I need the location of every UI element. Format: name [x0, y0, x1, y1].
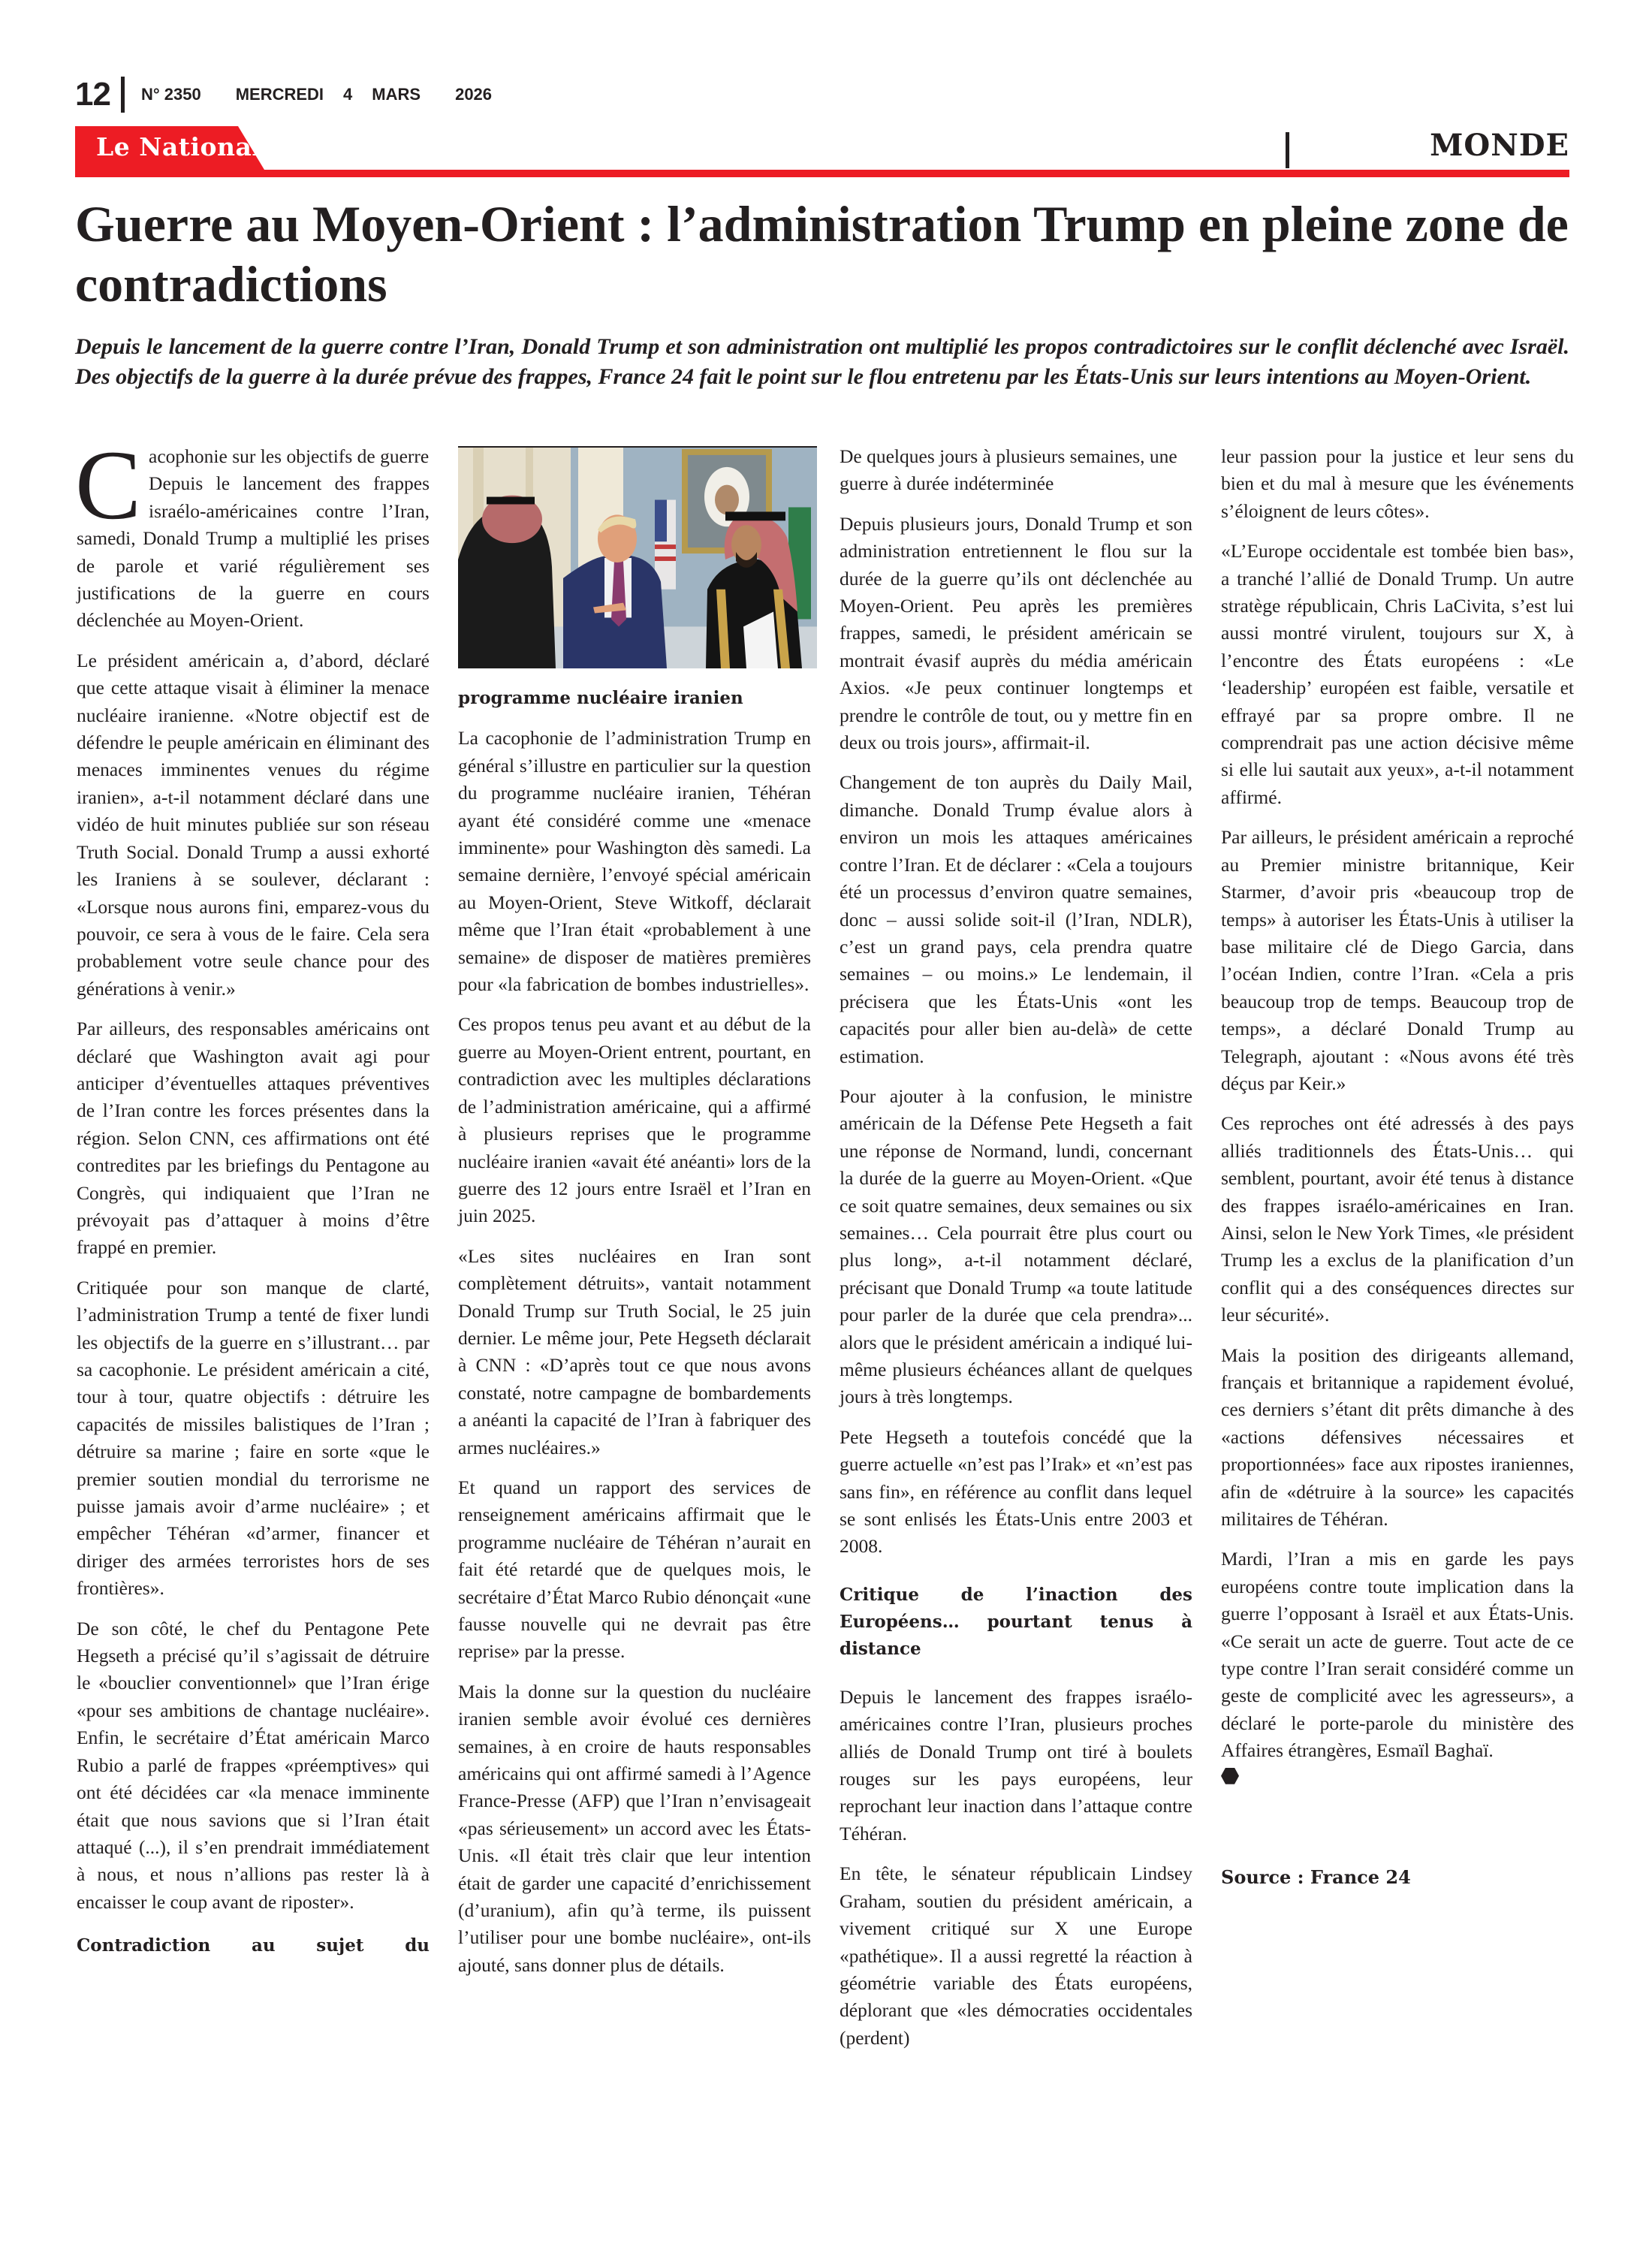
paragraph: Critiquée pour son manque de clarté, l’administration Trump a tenté de fixer lundi les objectifs de la guerre en s’illustrant… par sa cacophonie. Le président américain a cité, tour à tour, quatre objectifs : détruire les capacités de missiles balistiques de l’Iran ; détruire sa marine ; faire en sorte «que le premier soutien mondial du terrorisme ne puisse jamais avoir d’arme nucléaire» ; et empêcher Téhéran «d’armer, financer et diriger des armées terroristes hors de ses frontières». [77, 1276, 430, 1600]
paragraph: Mardi, l’Iran a mis en garde les pays européens contre toute implication dans la guerre l’opposant à Israël et aux États-Unis. «Ce serait un acte de guerre. Tout acte de ce type contre l’Iran serait considéré comme un geste de complicité avec les agresseurs», a déclaré le porte-parole du ministère des Affaires étrangères, Esmaïl Baghaï. [1221, 1548, 1574, 1762]
article-column-4 [1221, 443, 1574, 1905]
red-rule [75, 170, 1569, 177]
page-number: 12 [75, 76, 110, 113]
issue-weekday: MERCREDI [235, 85, 324, 104]
paragraph: Par ailleurs, des responsables américains ont déclaré que Washington avait agi pour anticiper d’éventuelles attaques préventives de l’Iran contre les forces présentes dans la région. Selon CNN, ces affirmations ont été contredites par les briefings du Pentagone au Congrès, qui indiquaient que l’Iran ne prévoyait pas d’attaquer à moins d’être frappé en premier. [77, 1018, 430, 1259]
paragraph: Ces propos tenus peu avant et au début de la guerre au Moyen-Orient entrent, pourtant, en contradiction avec les multiples déclarations de l’administration américaine, qui a affirmé à plusieurs reprises que le programme nucléaire iranien «avait été anéanti» lors de la guerre des 12 jours entre Israël et l’Iran en juin 2025. [458, 1013, 811, 1227]
issue-number: N° 2350 [140, 85, 201, 104]
section-name: MONDE [1430, 128, 1569, 163]
paragraph: Mais la position des dirigeants allemand, français et britannique a rapidement évolué, ces derniers s’étant dit prêts dimanche à des «actions défensives nécessaires et proportionnées» face aux ripostes iraniennes, afin de «détruire à la source» les capacités militaires de Téhéran. [1221, 1344, 1574, 1531]
section-divider [1286, 132, 1289, 168]
paragraph: Depuis le lancement des frappes israélo-américaines contre l’Iran, samedi, Donald Trump a multiplié les prises de parole et varié régulièrement ses justifications de la guerre en cours déclenchée au Moyen-Orient. [77, 472, 430, 632]
publication-name: Le National [96, 132, 262, 161]
issue-year: 2026 [455, 85, 493, 104]
paragraph: En tête, le sénateur républicain Lindsey Graham, soutien du président américain, a vivement critiqué sur X une Europe «pathétique». Il a aussi regretté la réaction à géométrie variable des États européens, déplorant que «les démocraties occidentales (perdent) [840, 1862, 1192, 2049]
section-band [75, 126, 1569, 177]
page-number-divider [121, 77, 125, 113]
article-source: Source : France 24 [1221, 1866, 1411, 1889]
paragraph: Le président américain a, d’abord, déclaré que cette attaque visait à éliminer la menace nucléaire iranienne. «Notre objectif est de défendre le peuple américain en éliminant des menaces imminentes venues du régime iranien», a-t-il notamment déclaré dans une vidéo de huit minutes publiée sur son réseau Truth Social. Donald Trump a aussi exhorté les Iraniens à se soulever, déclarant : «Lorsque nous aurons fini, emparez-vous du pouvoir, ce sera à vous de le faire. Cela sera probablement votre seule chance pour des générations à venir.» [77, 649, 430, 1000]
paragraph: Par ailleurs, le président américain a reproché au Premier ministre britannique, Keir Starmer, d’avoir pris «beaucoup trop de temps» à autoriser les États-Unis à utiliser la base militaire clé de Diego Garcia, dans l’océan Indien, contre l’Iran. «Cela a pris beaucoup trop de temps. Beaucoup trop de temps», a déclaré Donald Trump au Telegraph, ajoutant : «Nous avons été très déçus par Keir.» [1221, 826, 1574, 1094]
paragraph: Ces reproches ont été adressés à des pays alliés traditionnels des États-Unis… qui semblent, pourtant, avoir été tenus à distance des frappes israélo-américaines en Iran. Ainsi, selon le New York Times, «le président Trump les a exclus de la planification d’un conflit qui a des conséquences directes sur leur sécurité». [1221, 1112, 1574, 1326]
article-column-1 [75, 430, 430, 1972]
paragraph: Pour ajouter à la confusion, le ministre américain de la Défense Pete Hegseth a fait une réponse de Normand, lundi, concernant la durée de la guerre au Moyen-Orient. «Que ce soit quatre semaines, deux semaines ou six semaines… Cela pourrait être plus court ou plus long», a-t-il notamment déclaré, précisant que Donald Trump «a toute latitude pour parler de la durée que cela prendra»... alors que le président américain a indiqué lui-même plusieurs échéances allant de quelques jours à très longtemps. [840, 1084, 1192, 1408]
paragraph: Et quand un rapport des services de renseignement américains affirmait que le programme nucléaire de Téhéran n’aurait en fait été retardé que de quelques mois, le secrétaire d’État Marco Rubio dénonçait «une fausse nouvelle qui ne devrait pas être reprise» par la presse. [458, 1476, 811, 1663]
paragraph: La cacophonie de l’administration Trump en général s’illustre en particulier sur la question du programme nucléaire iranien, Téhéran ayant été considéré comme une «menace imminente» pour Washington dès samedi. La semaine dernière, l’envoyé spécial américain au Moyen-Orient, Steve Witkoff, déclarait même que l’Iran était «probablement à une semaine» de disposer de matières premières pour «la fabrication de bombes industrielles». [458, 727, 811, 996]
issue-meta [141, 85, 492, 104]
intro-heading: acophonie sur les objectifs de guerre [149, 445, 430, 467]
paragraph: «Les sites nucléaires en Iran sont complètement détruits», vantait notamment Donald Trump sur Truth Social, le 25 juin dernier. Le même jour, Pete Hegseth déclarait à CNN : «D’après tout ce que nous avons constaté, notre campagne de bombardements a anéanti la capacité de l’Iran à fabriquer des armes nucléaires.» [458, 1244, 811, 1458]
intro-block [75, 430, 430, 635]
drop-cap: C [75, 430, 142, 540]
paragraph: leur passion pour la justice et leur sens du bien et du mal à mesure que les événements s’éloignent de leurs côtes». [1221, 445, 1574, 522]
subhead-europeens: Critique de l’inaction des Européens… pourtant tenus à distance [840, 1584, 1192, 1659]
issue-month: MARS [372, 85, 421, 104]
paragraph: Depuis plusieurs jours, Donald Trump et son administration entretiennent le flou sur la durée de la guerre qu’ils ont déclenchée au Moyen-Orient. Peu après les premières frappes, samedi, le président américain se montrait évasif auprès du média américain Axios. «Je peux continuer longtemps et prendre le contrôle de tout, ou y mettre fin en deux ou trois jours», affirmait-il. [840, 512, 1192, 754]
paragraph: Changement de ton auprès du Daily Mail, dimanche. Donald Trump évalue alors à environ un mois les attaques américaines contre l’Iran. Et de déclarer : «Cela a toujours été un processus d’environ quatre semaines, donc – aussi solide soit-il (l’Iran, NDLR), c’est un grand pays, cela prendra quatre semaines – ou moins.» Le lendemain, il précisera que les États-Unis «ont les capacités pour aller bien au-delà» de cette estimation. [840, 771, 1192, 1067]
paragraph: De son côté, le chef du Pentagone Pete Hegseth a précisé qu’il s’agissait de détruire le «bouclier conventionnel» que l’Iran érige «pour ses ambitions de chantage nucléaire». Enfin, le secrétaire d’État américain Marco Rubio a parlé de frappes «préemptives» qui ont été décidées car «la menace imminente était que nous savions que si l’Iran était attaqué (...), il s’en prendrait immédiatement à nous, et nous n’allions pas rester là à encaisser le coup avant de riposter». [77, 1617, 430, 1913]
article-column-3 [840, 443, 1192, 2064]
article-column-2 [458, 443, 811, 1992]
subhead-duree: De quelques jours à plusieurs semaines, une guerre à durée indéterminée [840, 445, 1177, 495]
article-headline: Guerre au Moyen-Orient : l’administration Trump en pleine zone de contradictions [75, 195, 1569, 312]
hexagon-end-mark-icon [1221, 1768, 1239, 1784]
paragraph: «L’Europe occidentale est tombée bien bas», a tranché l’allié de Donald Trump. Un autre stratège républicain, Chris LaCivita, s’est lui aussi montré virulent, toujours sur X, à l’encontre des États européens : «Le ‘leadership’ européen est faible, versatile et effrayé par sa propre ombre. Il ne comprendrait pas une action décisive même si elle lui sautait aux yeux», a-t-il notamment affirmé. [1221, 540, 1574, 808]
paragraph: Depuis le lancement des frappes israélo-américaines contre l’Iran, plusieurs proches alliés de Donald Trump ont tiré à boulets rouges sur les pays européens, leur reprochant leur inaction dans l’attaque contre Téhéran. [840, 1685, 1192, 1844]
article-photo [458, 446, 817, 668]
paragraph: Mais la donne sur la question du nucléaire iranien semble avoir évolué ces dernières semaines, à en croire de hauts responsables américains qui ont affirmé samedi à l’Agence France-Presse (AFP) que l’Iran n’envisageait «pas sérieusement» un accord avec les États-Unis. «Il était très clair que leur intention était de garder une capacité d’enrichissement (d’uranium), afin qu’à terme, ils puissent l’utiliser pour une bombe nucléaire», ont-ils ajouté, sans donner plus de détails. [458, 1680, 811, 1976]
issue-day: 4 [343, 85, 353, 104]
paragraph: Pete Hegseth a toutefois concédé que la guerre actuelle «n’est pas l’Irak» et «n’est pas sans fin», en référence au conflit dans lequel se sont enlisés les États-Unis entre 2003 et 2008. [840, 1425, 1192, 1558]
photo-caption: programme nucléaire iranien [458, 688, 743, 708]
subhead: Contradiction au sujet du [77, 1935, 430, 1956]
article-standfirst: Depuis le lancement de la guerre contre l’Iran, Donald Trump et son administration ont multiplié les propos contradictoires sur le conflit déclenché avec Israël. Des objectifs de la guerre à la durée prévue des frappes, France 24 fait le point sur le flou entretenu par les États-Unis sur leurs intentions au Moyen-Orient. [75, 334, 1569, 389]
photo-illustration [458, 448, 817, 668]
page-header-line [75, 72, 492, 117]
